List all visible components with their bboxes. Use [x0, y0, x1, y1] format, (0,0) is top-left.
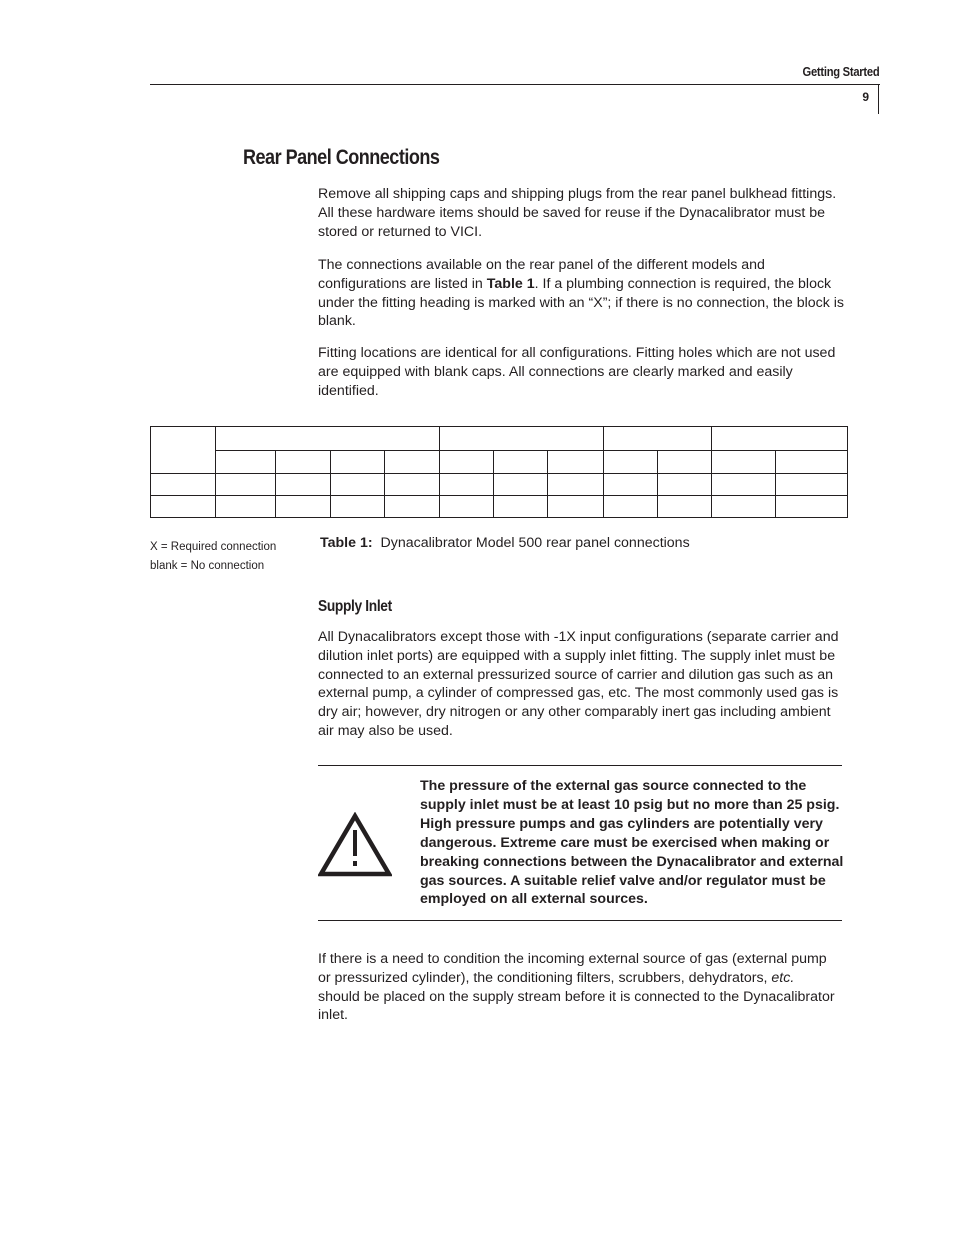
legend-required: X = Required connection	[150, 541, 277, 553]
table-cell	[216, 427, 439, 451]
table-cell	[151, 496, 216, 518]
warning-triangle-icon	[318, 812, 392, 878]
table-cell	[603, 451, 657, 474]
table-cell	[603, 496, 657, 518]
table-cell	[216, 496, 275, 518]
table-cell	[151, 427, 216, 474]
running-header: Getting Started	[802, 64, 879, 79]
connections-paragraph: The connections available on the rear panel of the different models and configurations are listed in Table 1. If a plumbing connection is required, the block under the fitting heading is marked with an “X”; if there is no connection, the block is blank.	[318, 257, 845, 330]
table-cell	[776, 451, 848, 474]
table-caption	[320, 535, 690, 551]
table-cell	[385, 474, 439, 496]
page-number-tick	[878, 84, 879, 114]
table-cell	[439, 496, 493, 518]
caption-label: Table 1:	[320, 535, 373, 551]
connections-table	[150, 426, 848, 518]
table-cell	[776, 496, 848, 518]
table-cell	[548, 451, 603, 474]
warning-top-rule	[318, 765, 842, 766]
table-cell	[275, 474, 330, 496]
legend-blank: blank = No connection	[150, 560, 265, 572]
table-reference: Table 1	[486, 275, 535, 292]
table-cell	[439, 451, 493, 474]
table-row	[151, 474, 848, 496]
table-cell	[439, 427, 603, 451]
table-cell	[548, 474, 603, 496]
section-title: Rear Panel Connections	[243, 146, 440, 169]
intro-paragraph: Remove all shipping caps and shipping plugs from the rear panel bulkhead fittings. All these hardware items should be saved for reuse if the Dynacalibrator must be stored or returned to VICI.	[318, 186, 837, 240]
table-cell	[151, 474, 216, 496]
table-cell	[712, 496, 776, 518]
table-cell	[439, 474, 493, 496]
table-cell	[331, 451, 385, 474]
page-number: 9	[862, 90, 869, 104]
table-cell	[275, 496, 330, 518]
table-cell	[385, 496, 439, 518]
table-cell	[385, 451, 439, 474]
table-cell	[216, 451, 275, 474]
fitting-locations-paragraph: Fitting locations are identical for all configurations. Fitting holes which are not used are equipped with blank caps. All connections are clearly marked and easily identified.	[318, 345, 836, 399]
table-row	[151, 427, 848, 451]
table-cell	[657, 496, 711, 518]
table-cell	[776, 474, 848, 496]
table-cell	[331, 474, 385, 496]
table-cell	[712, 474, 776, 496]
table-cell	[331, 496, 385, 518]
table-row	[151, 451, 848, 474]
table-cell	[216, 474, 275, 496]
header-rule	[150, 84, 880, 85]
table-cell	[275, 451, 330, 474]
table-cell	[493, 474, 547, 496]
table-cell	[603, 427, 712, 451]
warning-bottom-rule	[318, 920, 842, 921]
table-cell	[493, 496, 547, 518]
warning-text: The pressure of the external gas source connected to the supply inlet must be at least 10 psig but no more than 25 psig. High pressure pumps and gas cylinders are potentially very dangerous. Extreme care must be exercised when making or breaking connections between the Dynacalibrator and external gas sources. A suitable relief valve and/or regulator must be employed on all external sources.	[420, 778, 844, 908]
supply-inlet-paragraph: All Dynacalibrators except those with -1X input configurations (separate carrier and dilution inlet ports) are equipped with a supply inlet fitting. The supply inlet must be connected to an external pressurized source of carrier and dilution gas such as an external pump, a cylinder of compressed gas, etc. The most commonly used gas is dry air; however, dry nitrogen or any other comparably inert gas including ambient air may also be used.	[318, 629, 839, 739]
conditioning-paragraph: If there is a need to condition the incoming external source of gas (external pump or pressurized cylinder), the conditioning filters, scrubbers, dehydrators, etc. should be placed on the supply stream before it is connected to the Dynacalibrator inlet.	[318, 951, 835, 1024]
supply-inlet-heading: Supply Inlet	[318, 598, 392, 615]
table-cell	[712, 427, 848, 451]
table-row	[151, 496, 848, 518]
caption-text: Dynacalibrator Model 500 rear panel connections	[380, 535, 690, 551]
table-cell	[657, 451, 711, 474]
table-cell	[712, 451, 776, 474]
table-legend	[150, 538, 276, 576]
table-cell	[657, 474, 711, 496]
table-cell	[493, 451, 547, 474]
table-cell	[548, 496, 603, 518]
table-cell	[603, 474, 657, 496]
